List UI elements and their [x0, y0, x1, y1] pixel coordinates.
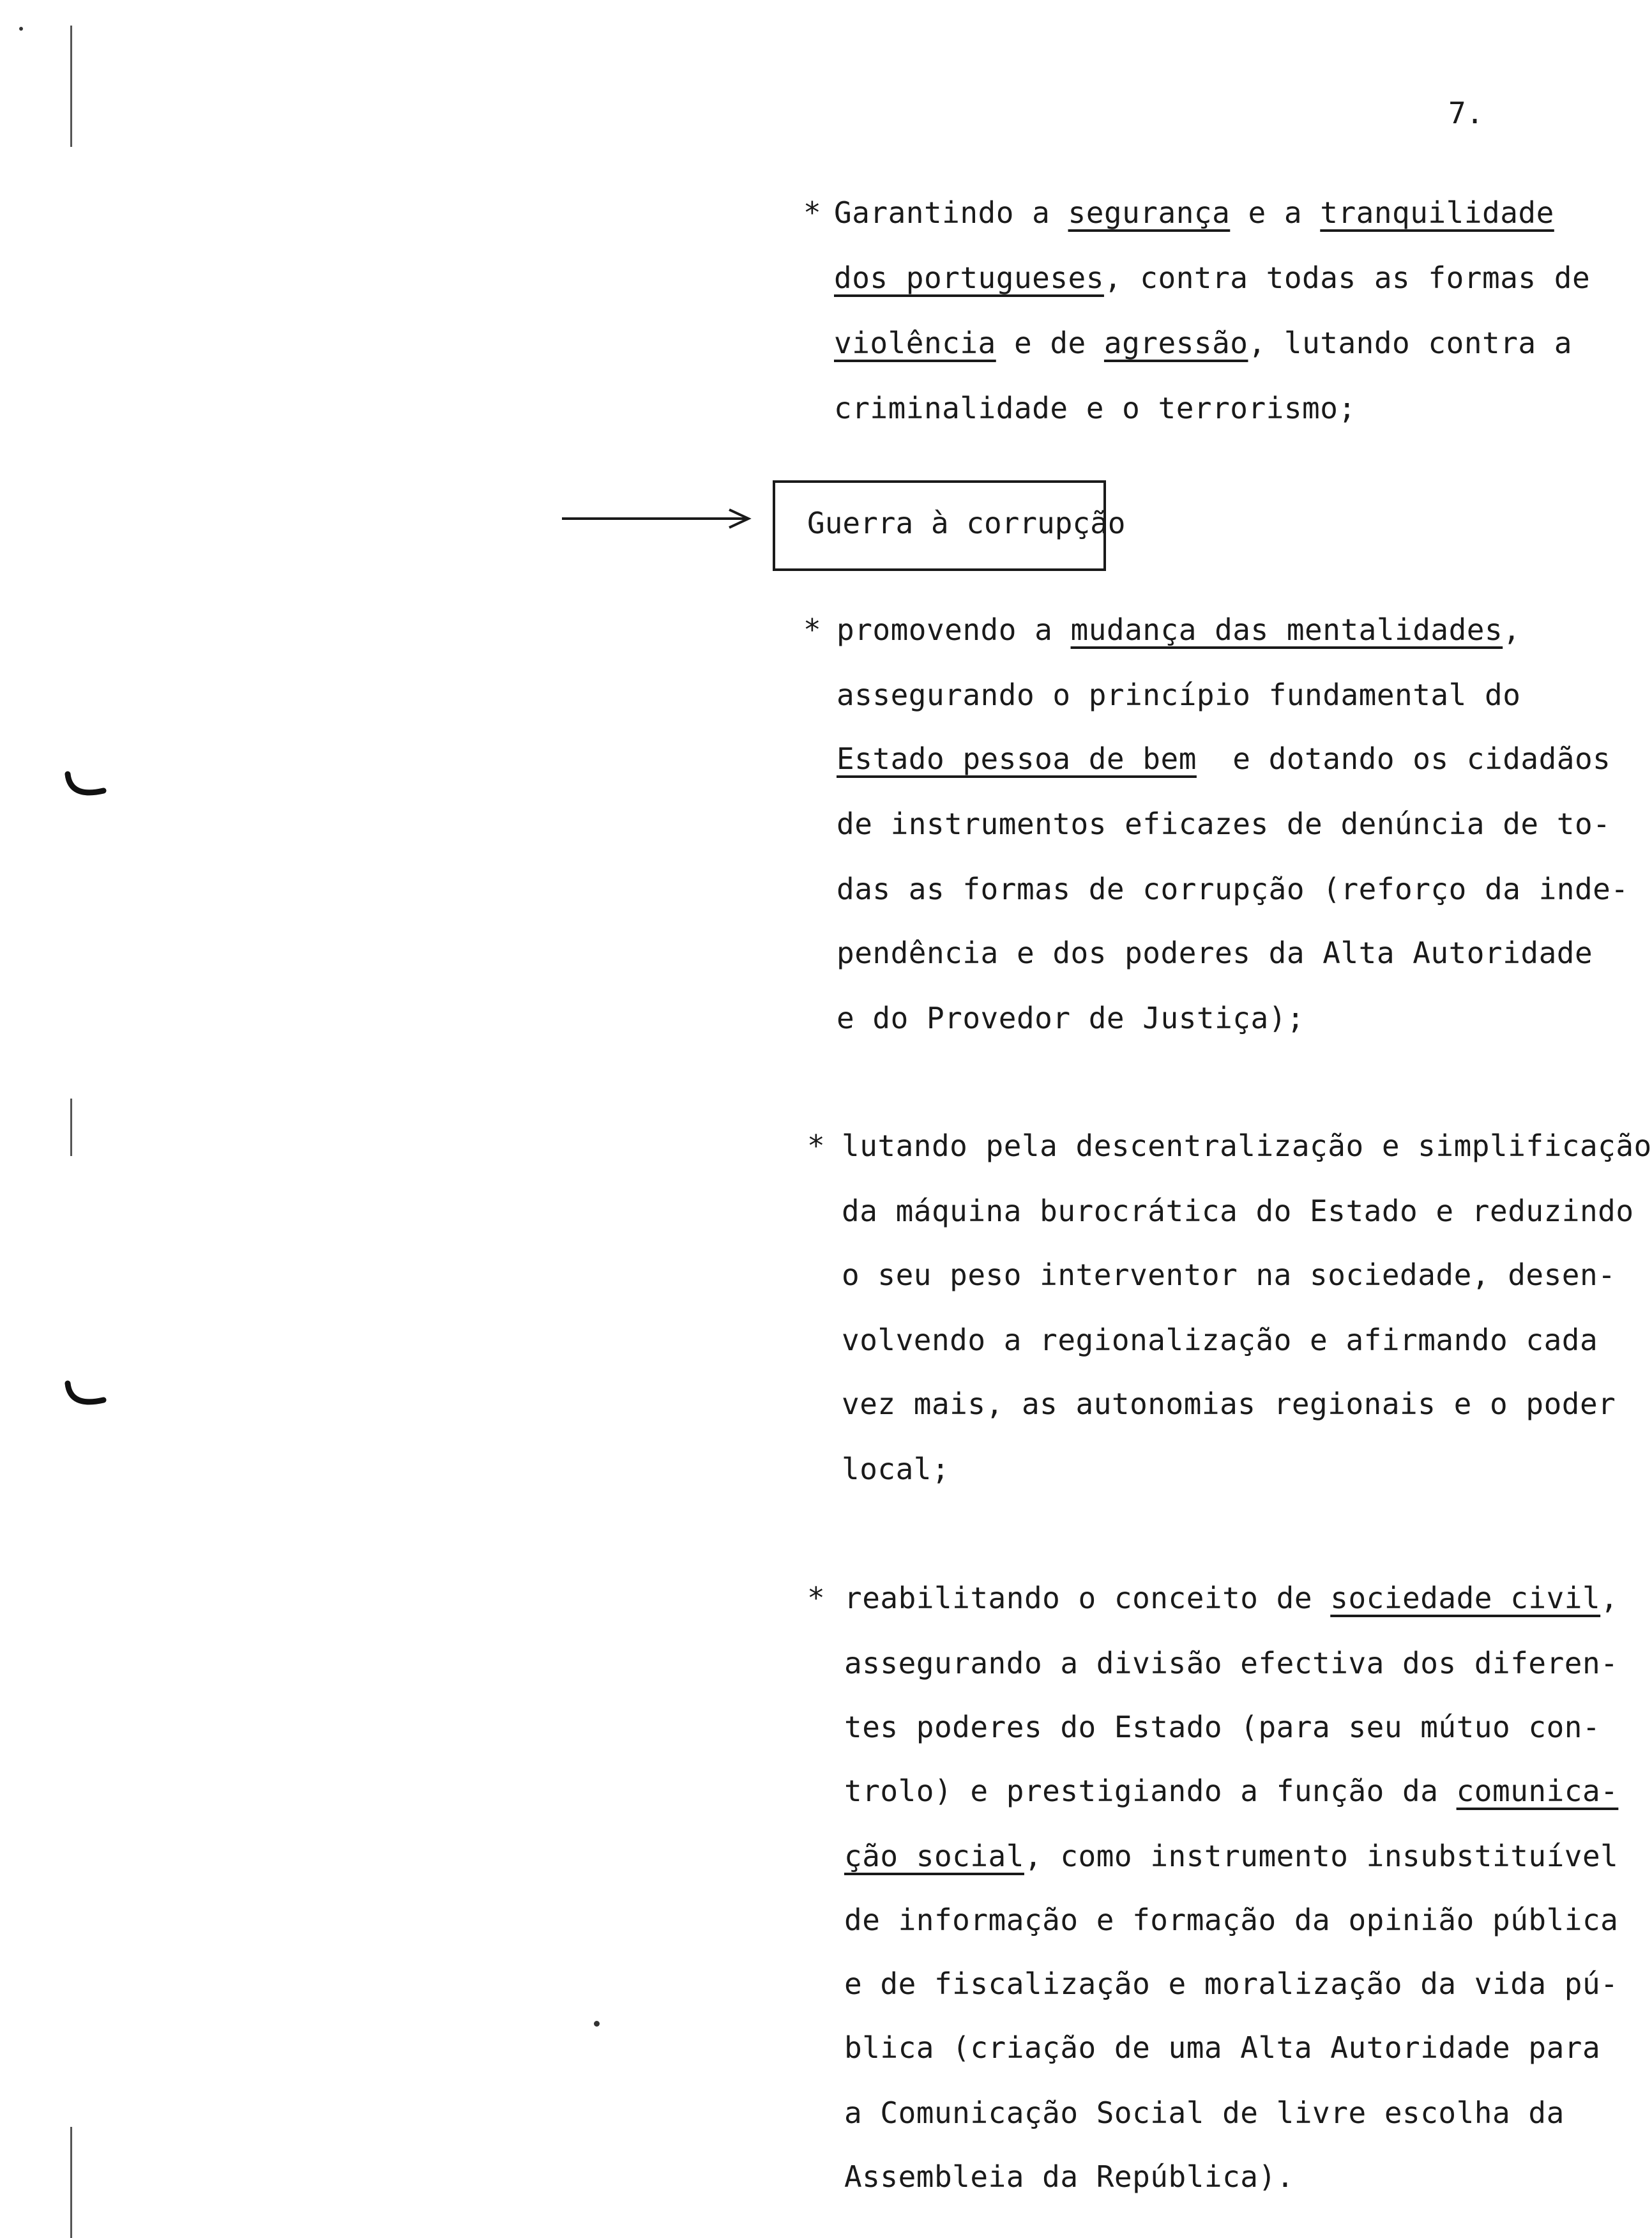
text-line: local; [842, 1452, 950, 1486]
text-line: das as formas de corrupção (reforço da inde- [837, 872, 1629, 906]
text-line: assegurando o princípio fundamental do [837, 678, 1521, 712]
text-line: Garantindo a segurança e a tranquilidade [834, 195, 1554, 230]
text-line: blica (criação de uma Alta Autoridade para [844, 2030, 1601, 2065]
scan-speck [594, 2021, 600, 2027]
binding-mark [61, 770, 112, 809]
bullet-star: * [803, 195, 821, 230]
page-number: 7. [1448, 96, 1484, 130]
bullet-star: * [807, 1581, 825, 1615]
margin-line [70, 2127, 72, 2238]
text-line: e do Provedor de Justiça); [837, 1001, 1305, 1035]
text-line: e de fiscalização e moralização da vida pú- [844, 1967, 1619, 2001]
bullet-star: * [803, 613, 821, 647]
text-line: de instrumentos eficazes de denúncia de to- [837, 807, 1611, 841]
text-line: pendência e dos poderes da Alta Autoridade [837, 936, 1593, 970]
text-line: reabilitando o conceito de sociedade civil, [844, 1581, 1619, 1615]
text-line: Assembleia da República). [844, 2159, 1294, 2194]
text-line: dos portugueses, contra todas as formas de [834, 261, 1591, 295]
text-line: assegurando a divisão efectiva dos diferen- [844, 1646, 1619, 1680]
text-line: a Comunicação Social de livre escolha da [844, 2096, 1565, 2130]
margin-line [70, 1099, 72, 1156]
bullet-star: * [807, 1129, 825, 1163]
margin-line [70, 26, 72, 147]
arrow-right-icon [562, 506, 754, 531]
text-line: violência e de agressão, lutando contra a [834, 326, 1572, 360]
text-line: de informação e formação da opinião pública [844, 1903, 1619, 1937]
binding-mark [61, 1380, 112, 1418]
text-line: lutando pela descentralização e simplificação [842, 1129, 1652, 1163]
text-line: tes poderes do Estado (para seu mútuo con- [844, 1710, 1601, 1744]
text-line: vez mais, as autonomias regionais e o poder [842, 1387, 1616, 1421]
text-line: trolo) e prestigiando a função da comunica- [844, 1774, 1619, 1808]
text-line: o seu peso interventor na sociedade, desen- [842, 1258, 1616, 1292]
text-line: promovendo a mudança das mentalidades, [837, 613, 1521, 647]
section-heading: Guerra à corrupção [807, 506, 1126, 540]
section-heading-box [773, 480, 1126, 571]
text-line: volvendo a regionalização e afirmando cada [842, 1323, 1598, 1357]
text-line: Estado pessoa de bem e dotando os cidadãos [837, 742, 1611, 776]
text-line: da máquina burocrática do Estado e reduzindo [842, 1194, 1634, 1228]
scan-speck [19, 27, 23, 31]
text-line: criminalidade e o terrorismo; [834, 391, 1356, 425]
text-line: ção social, como instrumento insubstituível [844, 1839, 1619, 1873]
